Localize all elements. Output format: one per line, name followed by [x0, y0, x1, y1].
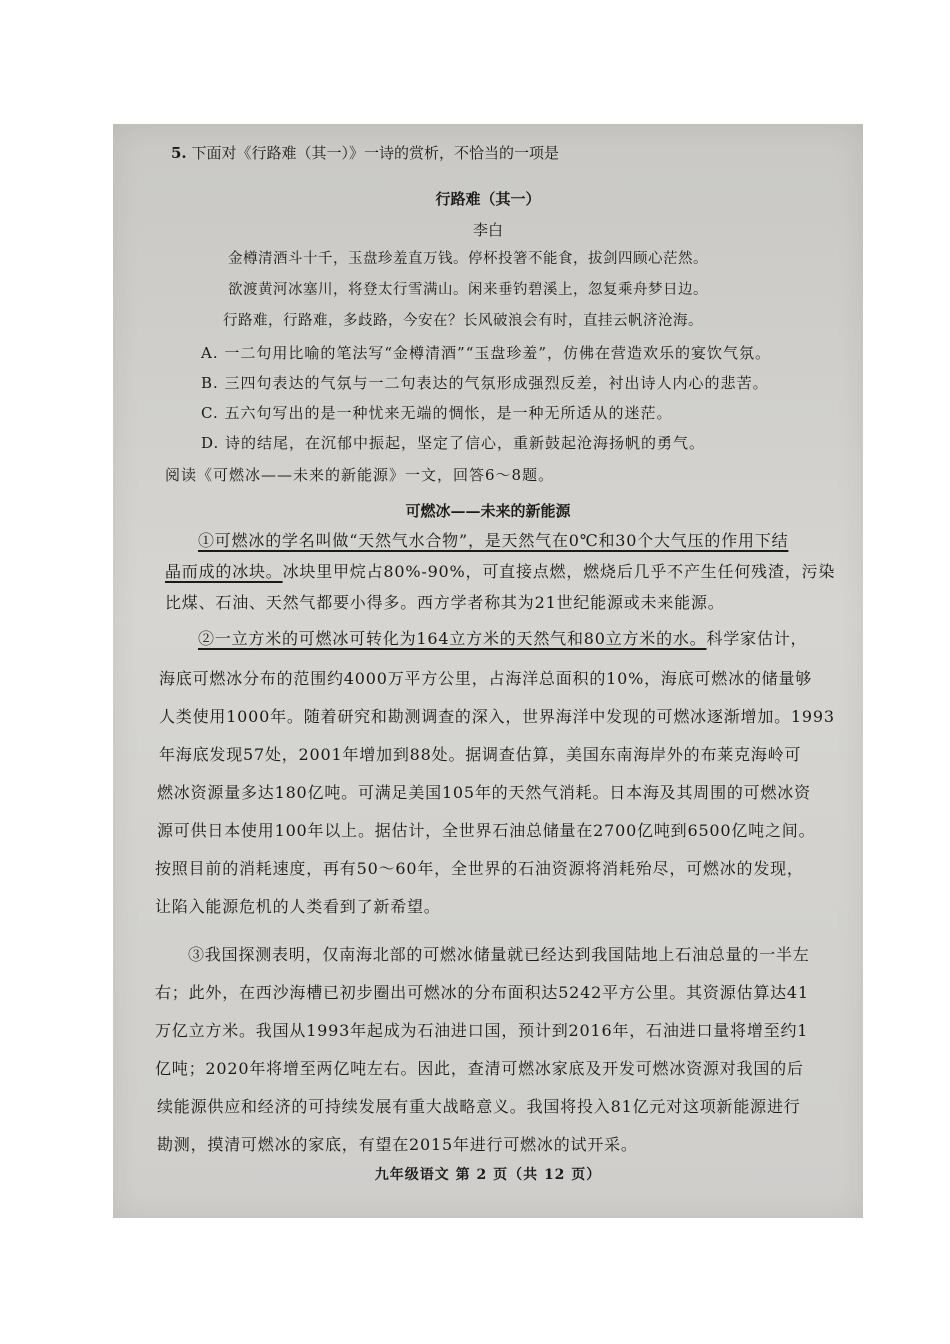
exam-page: [113, 124, 863, 1218]
option-b[interactable]: B. 三四句表达的气氛与一二句表达的气氛形成强烈反差，衬出诗人内心的悲苦。: [201, 374, 769, 392]
paragraph-3-line-5: 续能源供应和经济的可持续发展有重大战略意义。我国将投入81亿元对这项新能源进行: [157, 1097, 801, 1116]
paragraph-2-line-5: 燃冰资源量多达180亿吨。可满足美国105年的天然气消耗。日本海及其周围的可燃冰资: [157, 783, 811, 802]
paragraph-2-line-7: 按照目前的消耗速度，再有50～60年，全世界的石油资源将消耗殆尽，可燃冰的发现，: [155, 859, 804, 878]
paragraph-2-line-4: 年海底发现57处，2001年增加到88处。据调查估算，美国东南海岸外的布莱克海岭可: [159, 745, 802, 764]
poem-title: 行路难（其一）: [435, 190, 541, 208]
paragraph-2-line-6: 源可供日本使用100年以上。据估计，全世界石油总储量在2700亿吨到6500亿吨之间。: [157, 821, 816, 840]
poem-author: 李白: [472, 221, 503, 239]
paragraph-3-line-3: 万亿立方米。我国从1993年起成为石油进口国，预计到2016年，石油进口量将增至约1: [155, 1021, 809, 1040]
paragraph-text: 冰块里甲烷占80%-90%，可直接点燃，燃烧后几乎不产生任何残渣，污染: [282, 562, 836, 581]
poem-line-2: 欲渡黄河冰塞川，将登太行雪满山。闲来垂钓碧溪上，忽复乘舟梦日边。: [228, 282, 708, 298]
paragraph-2-line-2: 海底可燃冰分布的范围约4000万平方公里，占海洋总面积的10%，海底可燃冰的储量够: [159, 669, 813, 688]
paragraph-1-line-1: [198, 530, 788, 552]
paragraph-3-line-2: 右；此外，在西沙海槽已初步圈出可燃冰的分布面积达5242平方公里。其资源估算达41: [155, 983, 809, 1002]
option-c[interactable]: C. 五六句写出的是一种忧来无端的惆怅，是一种无所适从的迷茫。: [201, 404, 673, 422]
poem-line-3: 行路难，行路难，多歧路，今安在？长风破浪会有时，直挂云帆济沧海。: [223, 313, 703, 329]
underlined-text: ②一立方米的可燃冰可转化为164立方米的天然气和80立方米的水。: [198, 629, 707, 648]
option-a[interactable]: A. 一二句用比喻的笔法写“金樽清酒”“玉盘珍羞”，仿佛在营造欢乐的宴饮气氛。: [201, 344, 772, 362]
article-title: 可燃冰——未来的新能源: [405, 502, 571, 520]
paragraph-2-line-1: [198, 628, 807, 650]
paragraph-1-line-3: 比煤、石油、天然气都要小得多。西方学者称其为21世纪能源或未来能源。: [165, 593, 725, 612]
reading-instructions: 阅读《可燃冰——未来的新能源》一文，回答6～8题。: [165, 466, 555, 484]
underlined-text: ①可燃冰的学名叫做“天然气水合物”，是天然气在0℃和30个大气压的作用下结: [198, 531, 789, 550]
paragraph-text: 科学家估计，: [706, 629, 808, 648]
paragraph-1-line-2: [165, 561, 835, 583]
paragraph-3-line-4: 亿吨；2020年将增至两亿吨左右。因此，查清可燃冰家底及开发可燃冰资源对我国的后: [155, 1059, 804, 1078]
question-5-stem: [171, 142, 559, 164]
question-number: 5.: [171, 144, 187, 162]
paragraph-2-line-3: 人类使用1000年。随着研究和勘测调查的深入，世界海洋中发现的可燃冰逐渐增加。1993: [159, 707, 835, 726]
page-footer: 九年级语文 第 2 页（共 12 页）: [374, 1167, 602, 1183]
underlined-text: 晶而成的冰块。: [165, 562, 283, 581]
question-text: 下面对《行路难（其一）》一诗的赏析，不恰当的一项是: [191, 144, 559, 162]
paragraph-3-line-6: 勘测，摸清可燃冰的家底，有望在2015年进行可燃冰的试开采。: [157, 1135, 638, 1154]
paragraph-2-line-8: 让陷入能源危机的人类看到了新希望。: [155, 897, 441, 916]
paragraph-3-line-1: ③我国探测表明，仅南海北部的可燃冰储量就已经达到我国陆地上石油总量的一半左: [188, 945, 810, 964]
poem-line-1: 金樽清酒斗十千，玉盘珍羞直万钱。停杯投箸不能食，拔剑四顾心茫然。: [228, 251, 708, 267]
option-d[interactable]: D. 诗的结尾，在沉郁中振起，坚定了信心，重新鼓起沧海扬帆的勇气。: [201, 434, 706, 452]
